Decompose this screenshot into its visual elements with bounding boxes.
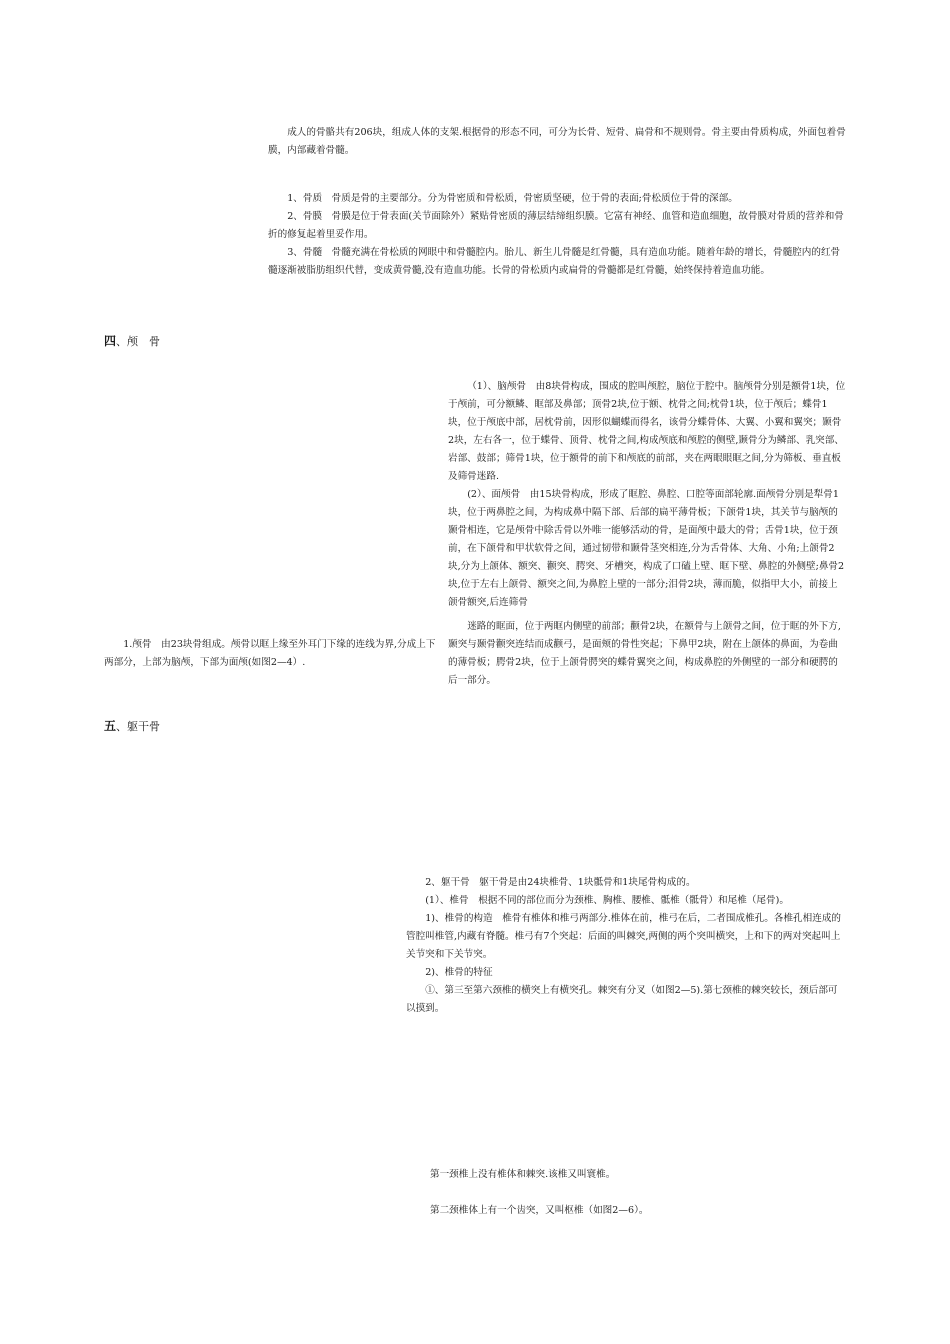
trunk-bones-section xyxy=(406,874,846,1018)
skull-detail-continued xyxy=(448,618,846,690)
face-skull-paragraph: (2）、面颅骨 由15块骨构成，形成了眶腔、鼻腔、口腔等面部轮廓.面颅骨分别是犁骨1块，位于两鼻腔之间，为构成鼻中隔下部、后部的扁平薄骨板；下颌骨1块，其关节与脑颅的颞骨相连，它是颅骨中除舌骨以外唯一能够活动的骨，是面颅中最大的骨；舌骨1块，位于颈前，在下颌骨和甲状软骨之间，通过韧带和颞骨茎突相连,分为舌骨体、大角、小角;上颌骨2块,分为上颌体、额突、颧突、腭突、牙槽突，构成了口磕上壁、眶下壁、鼻腔的外侧壁;鼻骨2块,位于左右上颌骨、额突之间,为鼻腔上壁的一部分;泪骨2块，薄而脆，似指甲大小，前接上颌骨额突,后连筛骨 xyxy=(448,489,845,608)
vertebra-structure: 1)、椎骨的构造 椎骨有椎体和椎弓两部分.椎体在前，椎弓在后，二者围成椎孔。各椎孔相连成的管腔叫椎管,内藏有脊髓。椎弓有7个突起：后面的叫棘突,两侧的两个突叫横突，上和下的两对突起叫上关节突和下关节突。 xyxy=(406,913,842,960)
axis-paragraph xyxy=(430,1202,846,1220)
bone-parts-section xyxy=(268,190,846,280)
cervical-features: ①、第三至第六颈椎的横突上有横突孔。棘突有分叉（如图2—5).第七颈椎的棘突较长，颈后部可以摸到。 xyxy=(406,985,838,1014)
section-title: 、躯干骨 xyxy=(116,720,161,733)
section-number: 五 xyxy=(104,719,117,733)
skull-detail xyxy=(448,378,846,612)
bone-part-periosteum: 2、骨膜 骨膜是位于骨表面(关节面除外）紧贴骨密质的薄层结缔组织膜。它富有神经、血管和造血细胞，故骨膜对骨质的营养和骨折的修复起着里妥作用。 xyxy=(268,211,844,240)
bone-part-marrow: 3、骨髓 骨髓充满在骨松质的网眼中和骨髓腔内。胎儿、新生儿骨髓是红骨髓，具有造血功能。随着年龄的增长，骨髓腔内的红骨髓逐渐被脂肪组织代替，变成黄骨髓,没有造血功能。长骨的骨松质内或扁骨的骨髓都是红骨髓，始终保持着造血功能。 xyxy=(268,247,841,276)
section-title: 、颅 骨 xyxy=(116,335,161,348)
face-skull-continued: 迷路的眶面，位于两眶内侧壁的前部；颧骨2块，在额骨与上颌骨之间，位于眶的外下方,颞突与颞骨颧突连结而成颧弓，是面颊的骨性突起；下鼻甲2块，附在上颌体的鼻面，为卷曲的薄骨板；腭骨2块，位于上颌骨腭突的蝶骨翼突之间，构成鼻腔的外侧壁的一部分和硬腭的后一部分。 xyxy=(448,621,841,686)
vertebra-features-heading: 2)、椎骨的特征 xyxy=(425,967,493,978)
atlas-text: 第一颈椎上没有椎体和棘突.该椎又叫寰椎。 xyxy=(430,1169,616,1180)
skull-summary xyxy=(104,636,440,672)
trunk-intro: 2、躯干骨 躯干骨是由24块椎骨、1块骶骨和1块尾骨构成的。 xyxy=(425,877,696,888)
atlas-paragraph xyxy=(430,1166,846,1184)
section-number: 四 xyxy=(104,334,117,348)
axis-text: 第二颈椎体上有一个齿突，又叫枢椎（如图2—6）。 xyxy=(430,1205,649,1216)
intro-paragraph xyxy=(268,124,846,160)
intro-text: 成人的骨骼共有206块，组成人体的支架.根据骨的形态不同，可分为长骨、短骨、扁骨和不规则骨。骨主要由骨质构成，外面包着骨膜，内部藏着骨髓。 xyxy=(268,127,846,156)
vertebra-classes: (1）、椎骨 根据不同的部位而分为颈椎、胸椎、腰椎、骶椎（骶骨）和尾椎（尾骨)。 xyxy=(425,895,789,906)
skull-summary-text: 1.颅骨 由23块骨组成。颅骨以眶上缘至外耳门下缘的连线为界,分成上下两部分，上部为脑颅，下部为面颅(如图2—4）. xyxy=(104,639,436,668)
bone-part-substance: 1、骨质 骨质是骨的主要部分。分为骨密质和骨松质，骨密质坚硬，位于骨的表面;骨松质位于骨的深部。 xyxy=(287,193,738,204)
section-heading-trunk xyxy=(104,717,160,734)
section-heading-skull xyxy=(104,332,160,349)
brain-skull-paragraph: （1）、脑颅骨 由8块骨构成，围成的腔叫颅腔，脑位于腔中。脑颅骨分别是额骨1块，位于颅前，可分额鳞、眶部及鼻部；顶骨2块,位于额、枕骨之间;枕骨1块，位于颅后；蝶骨1块，位于颅底中部，居枕骨前，因形似蝴蝶而得名，该骨分蝶骨体、大翼、小翼和翼突；颞骨2块，左右各一，位于蝶骨、顶骨、枕骨之间,构成颅底和颅腔的侧壁,颞骨分为鳞部、乳突部、岩部、鼓部；筛骨1块，位于额骨的前下和颅底的前部，夹在两眼眼眶之间,分为筛板、垂直板及筛骨迷路. xyxy=(448,381,846,482)
